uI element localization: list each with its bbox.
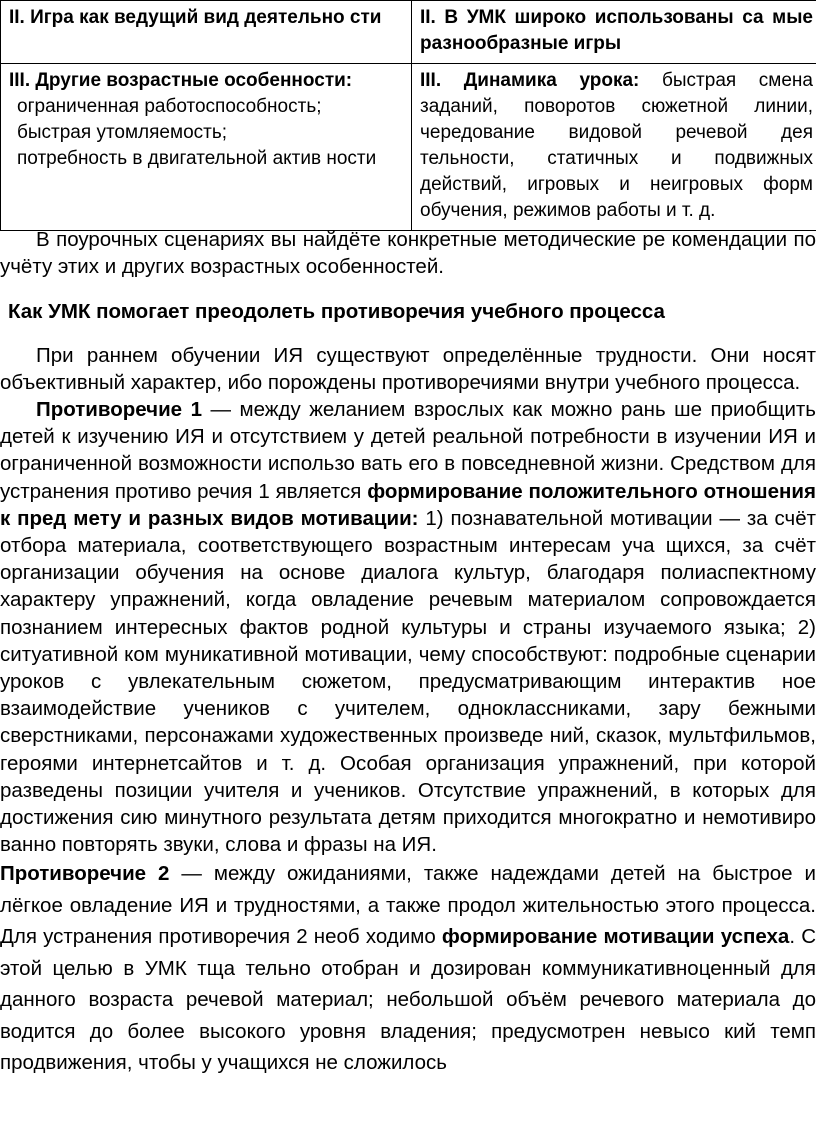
emphasis-text: формирование положительного отношения к пред мету и разных видов мотивации:	[0, 479, 816, 530]
cell-title: III. Другие возрастные особенности:	[9, 70, 353, 91]
contradiction-label: Противоречие 2	[0, 862, 170, 886]
list-item: быстрая утомляемость;	[17, 122, 228, 143]
features-table	[0, 0, 816, 231]
emphasis-text: формирование мотивации успеха	[441, 925, 790, 949]
paragraph-text: . С этой целью в УМК тща тельно отобран и дозирован коммуникативноценный для данного возраста речевой материал; небольшой объём речевого материала до водится до более высокого уровня владения; предусмотрен невысо кий темп продвижения, чтобы у учащихся не сложилось	[0, 925, 816, 1075]
cell-text: быстрая смена заданий, поворотов сюжетной линии, чередование видовой речевой дея тельности, статичных и подвижных действий, игровых и неигровых форм обучения, режимов работы и т. д.	[420, 70, 813, 221]
list-item: ограниченная работоспособность;	[17, 96, 322, 117]
paragraph-text: 1) познавательной мотивации — за счёт отбора материала, соответствующего возрастным интересам уча щихся, за счёт организации обучения на основе диалога культур, благодаря полиаспектному характеру упражнений, когда овладение речевым материалом сопровождается познанием интересных фактов родной культуры и страны изучаемого языка; 2) ситуативной ком муникативной мотивации, чему способствуют: подробные сценарии уроков с увлекательным сюжетом, предусматривающим интерактив ное взаимодействие учеников с учителем, одноклассниками, зару бежными сверстниками, персонажами художественных произведе ний, сказок, мультфильмов, героями интернетсайтов и т. д. Особая организация упражнений, при которой разведены позиции учителя и учеников. Отсутствие упражнений, в которых для достижения сию минутного результата детям приходится многократно и немотивиро ванно повторять звуки, слова и фразы на ИЯ.	[0, 506, 816, 857]
paragraph: При раннем обучении ИЯ существуют определённые трудности. Они носят объективный характер, ибо порождены противоречиями внутри учебного процесса.	[0, 343, 816, 394]
paragraph-contradiction-1	[0, 396, 816, 858]
contradiction-label: Противоречие 1	[36, 398, 202, 422]
paragraph-contradiction-2	[0, 858, 816, 1079]
body-text	[0, 226, 816, 1079]
paragraph-text: — между желанием взрослых как можно рань ше приобщить детей к изучению ИЯ и отсутствием у детей реальной потребности в изучении ИЯ и ограниченной возможности использо вать его в повседневной жизни. Средством для устранения противо речия 1 является	[0, 398, 816, 503]
table-cell-lesson-dynamics	[412, 64, 816, 231]
paragraph-text: — между ожиданиями, также надеждами детей на быстрое и лёгкое овладение ИЯ и трудностями, а также продол жительностью этого процесса. Для устранения противоречия 2 необ ходимо	[0, 862, 816, 949]
cell-title: III. Динамика урока:	[420, 70, 640, 91]
section-heading: Как УМК помогает преодолеть противоречия учебного процесса	[8, 300, 665, 324]
table-row	[1, 64, 816, 231]
table-row	[1, 1, 816, 64]
list-item: потребность в двигательной актив ности	[17, 148, 377, 169]
table-cell-game-activity: II. Игра как ведущий вид деятельно сти	[1, 1, 412, 64]
table-cell-age-features	[1, 64, 412, 231]
intro-paragraph: В поурочных сценариях вы найдёте конкретные методические ре комендации по учёту этих и других возрастных особенностей.	[0, 228, 816, 279]
table-cell-umk-games: II. В УМК широко использованы са мые разнообразные игры	[412, 1, 816, 64]
